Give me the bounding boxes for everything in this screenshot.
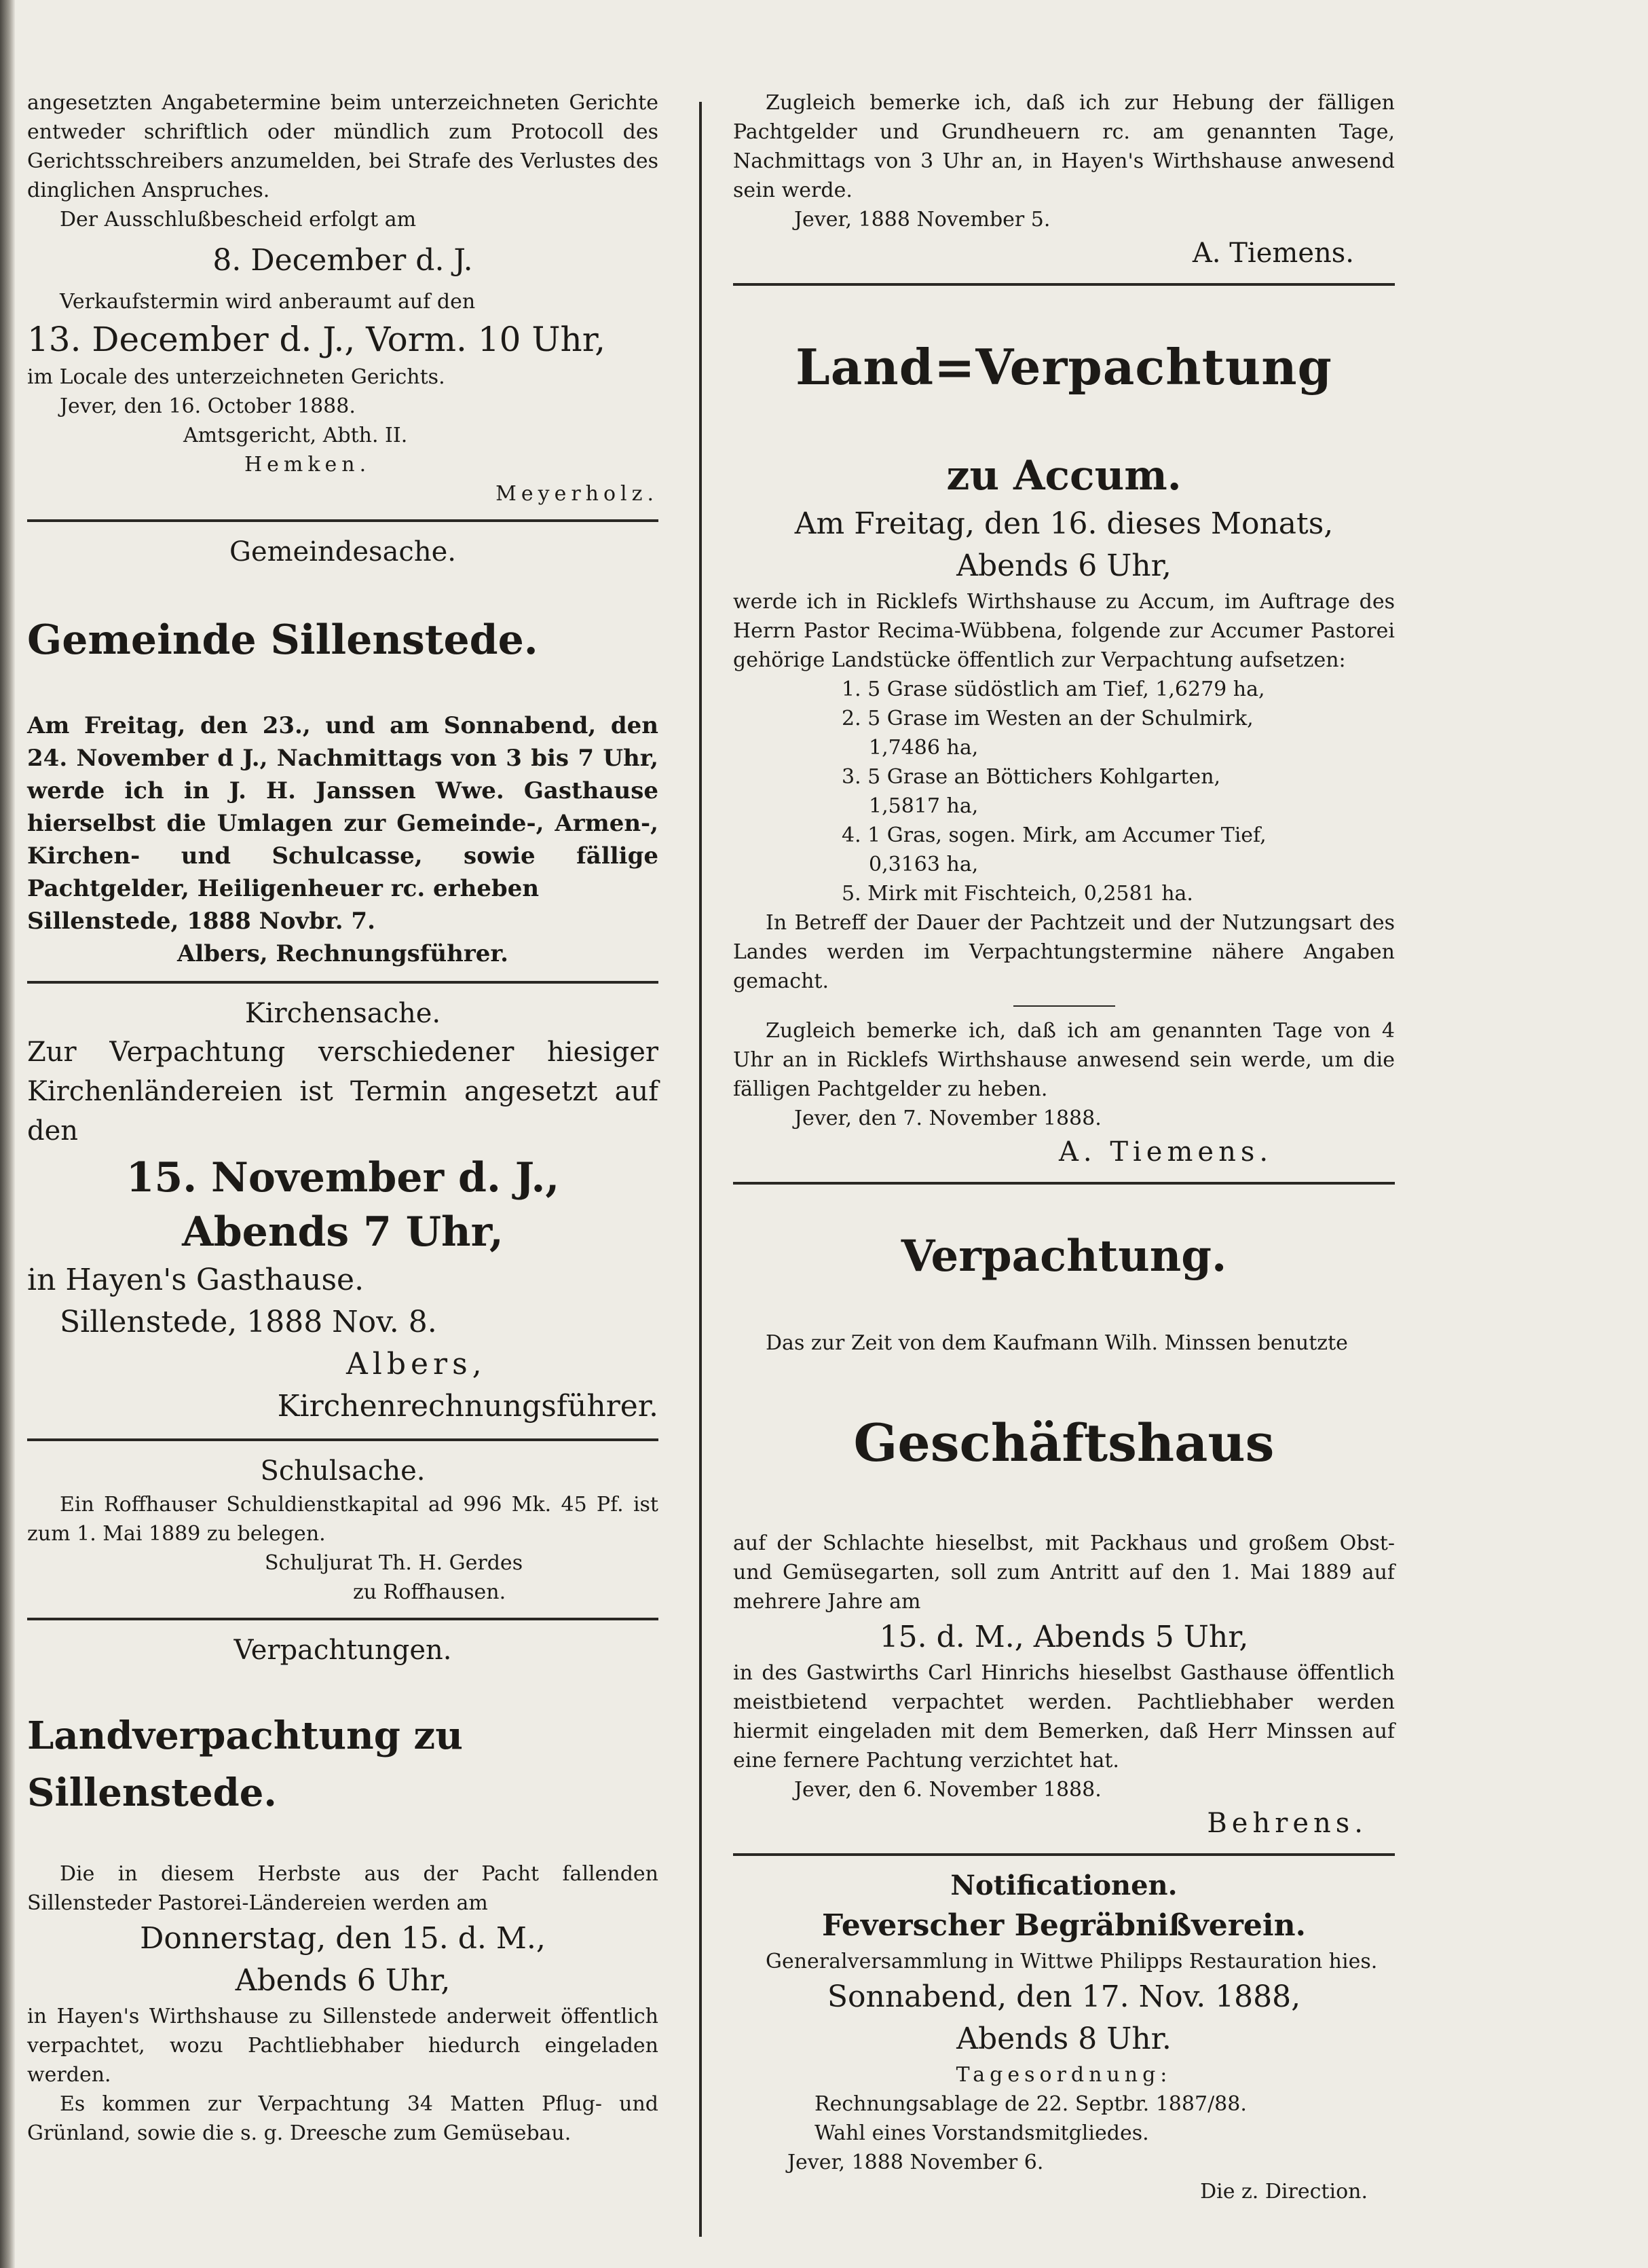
land-time: Abends 6 Uhr, [956, 549, 1172, 583]
hebung-signature: A. Tiemens. [1192, 238, 1354, 269]
judge-name: Hemken. [244, 453, 371, 477]
verpachtungen-date: Donnerstag, den 15. d. M., [140, 1921, 546, 1956]
verpachtung-text-3: in des Gastwirths Carl Hinrichs hieselbst Gasthause öffentlich meistbietend verpachtet werden. Pachtliebhaber werden hiermit eingeladen mit dem Bemerken, daß Herr Minssen auf eine fernere Pachtung verzichtet hat. [733, 1661, 1395, 1772]
verpachtungen-text-2: in Hayen's Wirthshause zu Sillenstede anderweit öffentlich verpachtet, wozu Pachtliebhaber hiedurch eingeladen werden. [27, 2005, 658, 2087]
section-rule [27, 519, 658, 522]
land-item: 3. 5 Grase an Böttichers Kohlgarten, [842, 765, 1221, 789]
verkauf-text: Verkaufstermin wird anberaumt auf den [60, 290, 476, 314]
short-rule [1013, 1005, 1115, 1007]
land-item: 4. 1 Gras, sogen. Mirk, am Accumer Tief, [842, 823, 1267, 847]
kirchen-text: Zur Verpachtung verschiedener hiesiger Kirchenländereien ist Termin angesetzt auf den [27, 1037, 658, 1147]
verein-place-date: Jever, 1888 November 6. [787, 2151, 1044, 2174]
kirchen-signer-title: Kirchenrechnungsführer. [277, 1389, 658, 1424]
verpachtungen-text-3: Es kommen zur Verpachtung 34 Matten Pflug- und Grünland, sowie die s. g. Dreesche zum Gemüsebau. [27, 2092, 658, 2145]
land-text: werde ich in Ricklefs Wirthshause zu Accum, im Auftrage des Herrn Pastor Recima-Wübbena, folgende zur Accumer Pastorei gehörige Landstücke öffentlich zur Verpachtung aufsetzen: [733, 590, 1395, 672]
geschaeftshaus-heading: Geschäftshaus [853, 1413, 1275, 1473]
agenda-item-2: Wahl eines Vorstandsmitgliedes. [814, 2121, 1149, 2145]
verpachtung-date: 15. d. M., Abends 5 Uhr, [879, 1620, 1249, 1654]
schul-signer: Schuljurat Th. H. Gerdes [265, 1551, 523, 1575]
land-signature: A. Tiemens. [1059, 1136, 1273, 1168]
verein-text: Generalversammlung in Wittwe Philipps Restauration hies. [766, 1950, 1378, 1973]
section-rule [27, 981, 658, 984]
land-item-area: 0,3163 ha, [869, 853, 979, 876]
land-date: Am Freitag, den 16. dieses Monats, [794, 506, 1334, 541]
section-rule [27, 1618, 658, 1620]
kirchen-date: 15. November d. J., [126, 1154, 560, 1202]
verpachtungen-heading: Landverpachtung zu Sillenstede. [27, 1713, 463, 1815]
verein-time: Abends 8 Uhr. [956, 2022, 1172, 2056]
schul-text: Ein Roffhauser Schuldienstkapital ad 996 Mk. 45 Pf. ist zum 1. Mai 1889 zu belegen. [27, 1493, 658, 1546]
gemeinde-signature: Albers, Rechnungsführer. [176, 940, 509, 967]
hebung-text: Zugleich bemerke ich, daß ich zur Hebung der fälligen Pachtgelder und Grundheuern rc. am genannten Tage, Nachmittags von 3 Uhr an, in Hayen's Wirthshause anwesend sein werde. [733, 91, 1395, 202]
verpachtung-text-2: auf der Schlachte hieselbst, mit Packhaus und großem Obst- und Gemüsegarten, soll zum Antritt auf den 1. Mai 1889 auf mehrere Jahre am [733, 1531, 1395, 1614]
left-column [27, 88, 658, 2148]
land-subheading: zu Accum. [946, 452, 1182, 500]
kirchen-date-line: Sillenstede, 1888 Nov. 8. [60, 1305, 437, 1339]
land-heading: Land=Verpachtung [795, 338, 1332, 396]
hebung-date: Jever, 1888 November 5. [794, 208, 1051, 231]
section-rule [733, 283, 1395, 286]
land-text-3: Zugleich bemerke ich, daß ich am genannten Tage von 4 Uhr an in Ricklefs Wirthshause anwesend sein werde, um die fälligen Pachtgelder zu heben. [733, 1019, 1395, 1101]
land-item-area: 1,7486 ha, [869, 736, 979, 760]
land-item: 1. 5 Grase südöstlich am Tief, 1,6279 ha, [842, 677, 1265, 701]
verpachtungen-text: Die in diesem Herbste aus der Pacht fallenden Sillensteder Pastorei-Ländereien werden am [27, 1862, 658, 1915]
ausschluss-date: 8. December d. J. [212, 243, 473, 278]
verpachtung-signature: Behrens. [1207, 1808, 1368, 1839]
verein-signature: Die z. Direction. [1200, 2180, 1368, 2204]
notificationen-category: Notificationen. [950, 1870, 1178, 1901]
verpachtung-text: Das zur Zeit von dem Kaufmann Wilh. Minssen benutzte [766, 1331, 1348, 1355]
verpachtungen-category: Verpachtungen. [233, 1635, 452, 1666]
clerk-name: Meyerholz. [495, 482, 658, 506]
gemeinde-text: Am Freitag, den 23., und am Sonnabend, den 24. November d J., Nachmittags von 3 bis 7 Uhr, werde ich in J. H. Janssen Wwe. Gasthause hierselbst die Umlagen zur Gemeinde-, Armen-, Kirchen- und Schulcasse, sowie fällige Pachtgelder, Heiligenheuer rc. erheben [27, 712, 658, 902]
schul-category: Schulsache. [260, 1455, 426, 1487]
land-place-date: Jever, den 7. November 1888. [794, 1107, 1102, 1130]
agenda-item-1: Rechnungsablage de 22. Septbr. 1887/88. [814, 2092, 1247, 2116]
verpachtung-heading: Verpachtung. [901, 1231, 1227, 1282]
agenda-heading: Tagesordnung: [956, 2063, 1172, 2087]
intro-text: angesetzten Angabetermine beim unterzeichneten Gerichte entweder schriftlich oder mündlich zum Protocoll des Gerichtsschreibers anzumelden, bei Strafe des Verlustes des dinglichen Anspruches. [27, 91, 658, 202]
gemeinde-date: Sillenstede, 1888 Novbr. 7. [27, 908, 375, 935]
kirchen-place: in Hayen's Gasthause. [27, 1263, 364, 1297]
land-text-2: In Betreff der Dauer der Pachtzeit und der Nutzungsart des Landes werden im Verpachtungstermine nähere Angaben gemacht. [733, 911, 1395, 993]
gemeinde-category: Gemeindesache. [229, 536, 456, 568]
verpachtung-place-date: Jever, den 6. November 1888. [794, 1778, 1102, 1802]
verpachtungen-time: Abends 6 Uhr, [235, 1963, 451, 1998]
ausschluss-text: Der Ausschlußbescheid erfolgt am [60, 208, 417, 231]
locale-text: im Locale des unterzeichneten Gerichts. [27, 365, 445, 389]
court-place-date: Jever, den 16. October 1888. [60, 394, 356, 418]
section-rule [733, 1182, 1395, 1185]
section-rule [733, 1853, 1395, 1856]
verein-heading: Feverscher Begräbnißverein. [822, 1908, 1306, 1943]
kirchen-time: Abends 7 Uhr, [182, 1208, 504, 1256]
verein-date: Sonnabend, den 17. Nov. 1888, [827, 1979, 1301, 2014]
kirchen-category: Kirchensache. [244, 998, 441, 1029]
land-item-area: 1,5817 ha, [869, 794, 979, 818]
column-divider [699, 102, 702, 2237]
schul-signer-place: zu Roffhausen. [353, 1580, 506, 1604]
land-item: 5. Mirk mit Fischteich, 0,2581 ha. [842, 882, 1193, 906]
page-edge-shadow [0, 0, 15, 2268]
verkauf-date: 13. December d. J., Vorm. 10 Uhr, [27, 320, 606, 359]
section-rule [27, 1438, 658, 1441]
land-item: 2. 5 Grase im Westen an der Schulmirk, [842, 707, 1254, 730]
court-name: Amtsgericht, Abth. II. [183, 424, 408, 447]
right-column [733, 88, 1395, 2206]
gemeinde-heading: Gemeinde Sillenstede. [27, 616, 538, 664]
kirchen-signer: Albers, [346, 1347, 487, 1381]
land-items-list [733, 675, 1395, 908]
